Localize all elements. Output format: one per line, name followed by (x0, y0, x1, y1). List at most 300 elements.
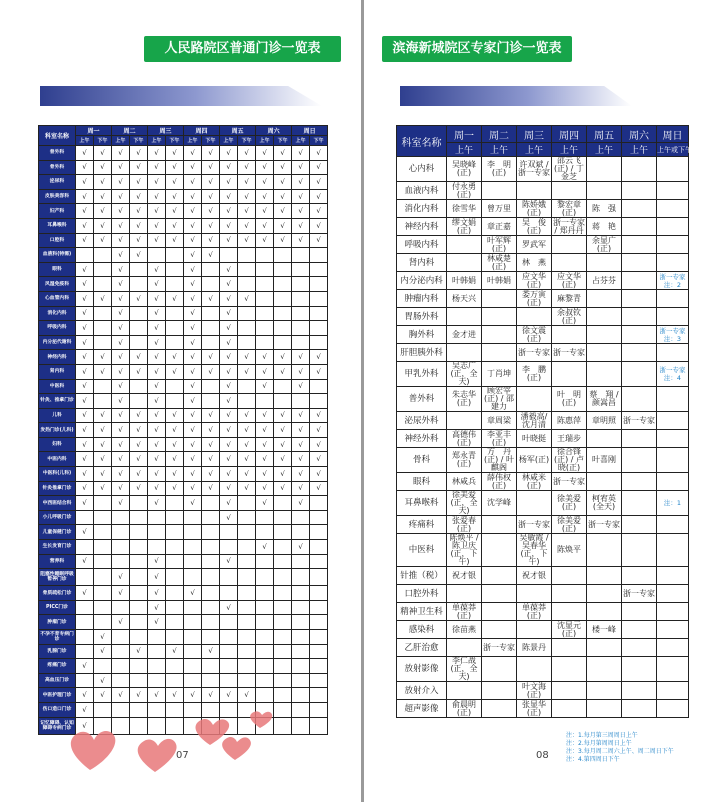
check-mark: √ (184, 146, 202, 161)
check-mark: √ (130, 644, 148, 659)
empty-cell (184, 525, 202, 540)
doctor-cell (482, 290, 517, 308)
empty-cell (256, 600, 274, 615)
doctor-cell: 祝才银 (447, 567, 482, 585)
heart-icon (222, 737, 251, 760)
table-row (39, 291, 328, 306)
doctor-cell: 徐美爱(正) (552, 491, 587, 516)
dept-name: 血液内科 (397, 182, 447, 200)
empty-cell (148, 540, 166, 555)
table-row (39, 218, 328, 233)
check-mark: √ (76, 496, 94, 511)
check-mark: √ (148, 467, 166, 482)
empty-cell (202, 394, 220, 409)
dept-name: 口腔科 (39, 233, 76, 248)
check-mark: √ (256, 350, 274, 365)
check-mark: √ (112, 175, 130, 190)
check-mark: √ (220, 146, 238, 161)
check-mark: √ (292, 146, 310, 161)
empty-cell (202, 615, 220, 630)
check-mark: √ (112, 394, 130, 409)
check-mark: √ (166, 644, 184, 659)
check-mark: √ (310, 218, 328, 233)
check-mark: √ (148, 189, 166, 204)
check-mark: √ (292, 540, 310, 555)
footnote: 注：4.第四周日下午 (566, 756, 620, 763)
empty-cell (274, 554, 292, 569)
check-mark: √ (220, 496, 238, 511)
empty-cell (238, 262, 256, 277)
empty-cell (256, 630, 274, 645)
table-row (397, 362, 689, 387)
empty-cell (166, 600, 184, 615)
empty-cell (310, 510, 328, 525)
check-mark: √ (220, 554, 238, 569)
check-mark: √ (148, 291, 166, 306)
check-mark: √ (220, 204, 238, 219)
check-mark: √ (166, 467, 184, 482)
doctor-cell (587, 682, 622, 700)
empty-cell (202, 525, 220, 540)
check-mark: √ (310, 452, 328, 467)
check-mark: √ (310, 408, 328, 423)
doctor-cell (587, 308, 622, 326)
check-mark: √ (274, 364, 292, 379)
dept-name: 阻塞性睡眠呼吸暂停门诊 (39, 569, 76, 586)
doctor-cell: 柯宥英(全天) (587, 491, 622, 516)
doctor-cell (657, 430, 689, 448)
check-mark: √ (76, 291, 94, 306)
check-mark: √ (130, 688, 148, 703)
doctor-cell (482, 182, 517, 200)
empty-cell (256, 321, 274, 336)
doctor-cell: 郑永青(正) (447, 448, 482, 473)
doctor-cell: 章周梁 (482, 412, 517, 430)
dept-name: 胃肠外科 (397, 308, 447, 326)
check-mark: √ (148, 600, 166, 615)
check-mark: √ (94, 688, 112, 703)
day-header: 周日 (292, 126, 328, 136)
doctor-cell (657, 200, 689, 218)
left-page (0, 0, 361, 802)
check-mark: √ (202, 423, 220, 438)
check-mark: √ (184, 248, 202, 263)
doctor-cell: 罗武军 (517, 236, 552, 254)
left-decor-band (40, 86, 322, 106)
empty-cell (76, 644, 94, 659)
doctor-cell: 薛伟权(正) (482, 473, 517, 491)
check-mark: √ (220, 408, 238, 423)
doctor-cell: 丁肖坤 (482, 362, 517, 387)
doctor-cell (482, 308, 517, 326)
dept-name: 生长发育门诊 (39, 540, 76, 555)
check-mark: √ (220, 600, 238, 615)
check-mark: √ (220, 277, 238, 292)
dept-name: 中医内科 (39, 452, 76, 467)
check-mark: √ (148, 554, 166, 569)
doctor-cell (517, 182, 552, 200)
table-row (397, 657, 689, 682)
check-mark: √ (94, 481, 112, 496)
check-mark: √ (256, 481, 274, 496)
check-mark: √ (256, 467, 274, 482)
check-mark: √ (220, 364, 238, 379)
empty-cell (274, 540, 292, 555)
table-row (397, 308, 689, 326)
right-decor-band (400, 86, 632, 106)
doctor-cell: 吴敏霞 / 吴春华(正，下午) (517, 534, 552, 567)
table-row (39, 510, 328, 525)
check-mark: √ (310, 481, 328, 496)
doctor-cell (552, 657, 587, 682)
doctor-cell: 浙一专家 (482, 639, 517, 657)
check-mark: √ (130, 467, 148, 482)
am-header: 上午 (112, 136, 130, 146)
table-row (397, 491, 689, 516)
doctor-cell: 李仁战(正，全天) (447, 657, 482, 682)
check-mark: √ (310, 233, 328, 248)
empty-cell (202, 586, 220, 601)
check-mark: √ (292, 189, 310, 204)
dept-name: 泌尿科 (39, 175, 76, 190)
check-mark: √ (112, 306, 130, 321)
check-mark: √ (202, 175, 220, 190)
check-mark: √ (256, 160, 274, 175)
empty-cell (202, 306, 220, 321)
am-header: 上午 (148, 136, 166, 146)
empty-cell (274, 659, 292, 674)
check-mark: √ (292, 160, 310, 175)
doctor-cell (587, 603, 622, 621)
empty-cell (202, 659, 220, 674)
check-mark: √ (76, 262, 94, 277)
empty-cell (148, 525, 166, 540)
check-mark: √ (184, 321, 202, 336)
dept-name: 消化内科 (397, 200, 447, 218)
table-row (397, 567, 689, 585)
doctor-cell: 沈学峰 (482, 491, 517, 516)
empty-cell (310, 554, 328, 569)
check-mark: √ (184, 467, 202, 482)
empty-cell (238, 600, 256, 615)
doctor-cell (552, 682, 587, 700)
check-mark: √ (220, 160, 238, 175)
check-mark: √ (148, 379, 166, 394)
check-mark: √ (238, 408, 256, 423)
check-mark: √ (166, 204, 184, 219)
am-header: 上午 (482, 143, 517, 157)
empty-cell (310, 586, 328, 601)
table-row (39, 600, 328, 615)
empty-cell (184, 673, 202, 688)
doctor-cell: 林咸楚(正) (482, 254, 517, 272)
table-row (39, 189, 328, 204)
am-header: 上午 (552, 143, 587, 157)
dept-name: 疼痛科 (397, 516, 447, 534)
doctor-cell: 徐合锋(正) / 卢 晓(正) (552, 448, 587, 473)
check-mark: √ (76, 321, 94, 336)
dept-name: 甲乳外科 (397, 362, 447, 387)
dept-name: 儿科 (39, 408, 76, 423)
check-mark: √ (292, 423, 310, 438)
check-mark: √ (220, 350, 238, 365)
empty-cell (220, 248, 238, 263)
empty-cell (274, 262, 292, 277)
check-mark: √ (184, 160, 202, 175)
check-mark: √ (112, 248, 130, 263)
table-row (397, 272, 689, 290)
dept-name: PICC门诊 (39, 600, 76, 615)
empty-cell (274, 496, 292, 511)
doctor-cell: 叶韩娟 (447, 272, 482, 290)
doctor-cell: 王瑞步 (552, 430, 587, 448)
doctor-cell: 楼一峰 (587, 621, 622, 639)
check-mark: √ (220, 688, 238, 703)
dept-name: 普外科 (397, 387, 447, 412)
check-mark: √ (202, 233, 220, 248)
empty-cell (310, 321, 328, 336)
empty-cell (256, 262, 274, 277)
table-row (39, 204, 328, 219)
empty-cell (148, 673, 166, 688)
empty-cell (202, 630, 220, 645)
empty-cell (256, 659, 274, 674)
empty-cell (130, 496, 148, 511)
empty-cell (310, 291, 328, 306)
doctor-cell: 应文华(正) (517, 272, 552, 290)
doctor-cell (622, 272, 657, 290)
dept-name: 记忆障碍、认知障碍专病门诊 (39, 717, 76, 734)
table-row (397, 534, 689, 567)
check-mark: √ (256, 437, 274, 452)
check-mark: √ (202, 408, 220, 423)
doctor-cell: 林咸兵 (447, 473, 482, 491)
empty-cell (130, 394, 148, 409)
dept-name: 普外科 (39, 146, 76, 161)
empty-cell (166, 277, 184, 292)
doctor-cell (482, 516, 517, 534)
empty-cell (238, 248, 256, 263)
doctor-cell (587, 362, 622, 387)
doctor-cell (447, 308, 482, 326)
dept-name: 中医科(儿科) (39, 467, 76, 482)
check-mark: √ (166, 423, 184, 438)
hearts-decoration (60, 700, 290, 780)
empty-cell (202, 262, 220, 277)
check-mark: √ (112, 146, 130, 161)
check-mark: √ (112, 233, 130, 248)
empty-cell (112, 644, 130, 659)
empty-cell (184, 659, 202, 674)
empty-cell (112, 540, 130, 555)
check-mark: √ (76, 233, 94, 248)
table-row (397, 218, 689, 236)
table-row (39, 423, 328, 438)
empty-cell (220, 659, 238, 674)
empty-cell (274, 394, 292, 409)
am-header: 上午 (622, 143, 657, 157)
dept-name: 超声影像 (397, 700, 447, 718)
left-title: 人民路院区普通门诊一览表 (144, 36, 341, 62)
doctor-cell: 浙一专家 (622, 412, 657, 430)
footnote: 注：1.每月第三周周日上午 (566, 732, 638, 739)
doctor-cell: 麻黎青 (552, 290, 587, 308)
check-mark: √ (112, 496, 130, 511)
check-mark: √ (76, 554, 94, 569)
table-row (39, 673, 328, 688)
check-mark: √ (94, 189, 112, 204)
dept-name: 血液科(特需) (39, 248, 76, 263)
dept-name: 针推（税） (397, 567, 447, 585)
check-mark: √ (274, 189, 292, 204)
check-mark: √ (184, 306, 202, 321)
empty-cell (94, 525, 112, 540)
check-mark: √ (148, 306, 166, 321)
check-mark: √ (76, 218, 94, 233)
doctor-cell: 浙一专家 (517, 344, 552, 362)
empty-cell (292, 291, 310, 306)
check-mark: √ (202, 481, 220, 496)
empty-cell (310, 615, 328, 630)
dept-name: 耳鼻喉科 (39, 218, 76, 233)
doctor-cell: 徐美爱(正) (552, 516, 587, 534)
check-mark: √ (238, 423, 256, 438)
check-mark: √ (256, 146, 274, 161)
check-mark: √ (202, 218, 220, 233)
table-row (39, 586, 328, 601)
check-mark: √ (238, 218, 256, 233)
doctor-cell: 缪文娟(正) (447, 218, 482, 236)
empty-cell (202, 540, 220, 555)
check-mark: √ (76, 306, 94, 321)
check-mark: √ (184, 408, 202, 423)
check-mark: √ (310, 364, 328, 379)
check-mark: √ (184, 496, 202, 511)
doctor-cell: 方 丹(正) / 叶麒阁 (482, 448, 517, 473)
empty-cell (292, 554, 310, 569)
check-mark: √ (112, 364, 130, 379)
doctor-cell (482, 700, 517, 718)
doctor-cell: 陈娇娥(正) (517, 200, 552, 218)
check-mark: √ (112, 204, 130, 219)
check-mark: √ (166, 233, 184, 248)
doctor-cell (622, 491, 657, 516)
check-mark: √ (220, 321, 238, 336)
check-mark: √ (112, 335, 130, 350)
check-mark: √ (238, 350, 256, 365)
check-mark: √ (202, 452, 220, 467)
table-row (397, 236, 689, 254)
empty-cell (238, 540, 256, 555)
check-mark: √ (292, 204, 310, 219)
check-mark: √ (94, 467, 112, 482)
check-mark: √ (166, 218, 184, 233)
check-mark: √ (148, 496, 166, 511)
empty-cell (292, 673, 310, 688)
doctor-cell: 章正嘉 (482, 218, 517, 236)
table-row (39, 525, 328, 540)
table-row (39, 233, 328, 248)
empty-cell (130, 321, 148, 336)
check-mark: √ (112, 481, 130, 496)
check-mark: √ (76, 423, 94, 438)
doctor-cell (622, 430, 657, 448)
dept-name: 胸外科 (397, 326, 447, 344)
doctor-cell (517, 387, 552, 412)
check-mark: √ (130, 189, 148, 204)
check-mark: √ (220, 437, 238, 452)
check-mark: √ (148, 394, 166, 409)
empty-cell (148, 644, 166, 659)
check-mark: √ (238, 175, 256, 190)
doctor-cell: 浙一专家 / 郑丹丹 (553, 217, 585, 235)
empty-cell (238, 321, 256, 336)
check-mark: √ (292, 496, 310, 511)
empty-cell (220, 615, 238, 630)
day-header: 周五 (587, 126, 622, 143)
empty-cell (310, 379, 328, 394)
check-mark: √ (184, 437, 202, 452)
empty-cell (202, 600, 220, 615)
check-mark: √ (202, 189, 220, 204)
empty-cell (310, 262, 328, 277)
empty-cell (292, 525, 310, 540)
dept-name: 肿瘤门诊 (39, 615, 76, 630)
table-row (397, 603, 689, 621)
check-mark: √ (310, 467, 328, 482)
empty-cell (292, 702, 310, 717)
table-row (39, 659, 328, 674)
empty-cell (274, 306, 292, 321)
empty-cell (274, 644, 292, 659)
check-mark: √ (76, 379, 94, 394)
doctor-cell (622, 534, 657, 567)
doctor-cell (447, 344, 482, 362)
check-mark: √ (112, 350, 130, 365)
empty-cell (310, 525, 328, 540)
empty-cell (166, 586, 184, 601)
dept-name: 发热门诊(儿科) (39, 423, 76, 438)
check-mark: √ (310, 423, 328, 438)
doctor-cell (517, 585, 552, 603)
check-mark: √ (148, 364, 166, 379)
check-mark: √ (220, 379, 238, 394)
empty-cell (238, 277, 256, 292)
empty-cell (112, 510, 130, 525)
doctor-cell: 林 燕 (517, 254, 552, 272)
check-mark: √ (76, 586, 94, 601)
empty-cell (112, 659, 130, 674)
table-row (39, 540, 328, 555)
check-mark: √ (148, 321, 166, 336)
doctor-cell (622, 326, 657, 344)
empty-cell (292, 335, 310, 350)
doctor-cell (622, 362, 657, 387)
table-row (39, 408, 328, 423)
table-row (397, 254, 689, 272)
doctor-cell: 占芬芬 (587, 272, 622, 290)
check-mark: √ (220, 175, 238, 190)
dept-name: 针灸推拿门诊 (39, 481, 76, 496)
dept-name: 皮肤美容科 (39, 189, 76, 204)
doctor-cell (482, 657, 517, 682)
empty-cell (310, 659, 328, 674)
doctor-cell (447, 682, 482, 700)
doctor-cell (552, 639, 587, 657)
heart-icon (71, 731, 116, 770)
doctor-cell (657, 603, 689, 621)
doctor-cell (622, 344, 657, 362)
